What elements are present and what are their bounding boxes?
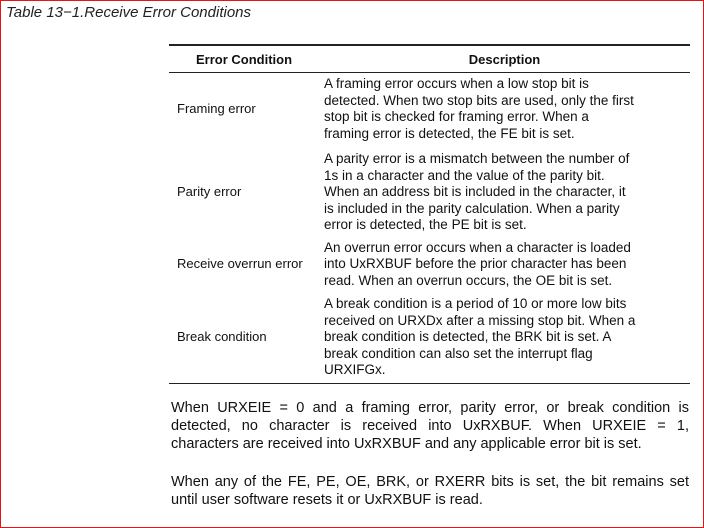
table-bottom-rule [169,383,690,384]
header-error-condition: Error Condition [195,51,293,67]
description-line: A parity error is a mismatch between the number of [324,151,630,166]
condition-cell: Break condition [177,329,267,344]
description-line: URXIFGx. [324,362,386,377]
condition-cell: Parity error [177,184,242,199]
condition-cell: Framing error [177,100,256,116]
description-line: A framing error occurs when a low stop bit is [324,76,589,91]
description-line: received on URXDx after a missing stop bit. When a [324,312,636,328]
description-line: framing error is detected, the FE bit is set. [324,125,575,141]
description-line: A break condition is a period of 10 or more low bits [324,296,627,311]
paragraph-line: When URXEIE = 0 and a framing error, parity error, or break condition is [171,400,689,416]
description-cell [323,151,690,234]
table-row [169,234,690,290]
description-line: break condition is detected, the BRK bit is set. A [324,329,612,344]
description-line: into UxRXBUF before the prior character has been [324,256,627,271]
paragraph-line: detected, no character is received into UxRXBUF. When URXEIE = 1, [171,418,689,434]
table-header-row [169,46,690,73]
header-description: Description [468,51,541,67]
description-line: stop bit is checked for framing error. When a [324,109,589,124]
table-row [169,73,690,142]
description-line: 1s in a character and the value of the parity bit. [324,167,605,183]
paragraph-line: characters are received into UxRXBUF and any applicable error bit is set. [171,436,642,452]
description-cell [323,76,690,142]
receive-error-table [169,44,690,384]
paragraph-line: until user software resets it or UxRXBUF is read. [171,492,483,508]
table-row [169,289,690,382]
paragraph-line: When any of the FE, PE, OE, BRK, or RXERR bits is set, the bit remains set [171,474,689,490]
description-line: is included in the parity calculation. When a parity [324,200,620,216]
description-line: read. When an overrun occurs, the OE bit is set. [324,272,613,288]
description-line: detected. When two stop bits are used, only the first [324,92,634,108]
table-caption: Table 13−1.Receive Error Conditions [6,4,252,21]
description-line: error is detected, the PE bit is set. [324,217,527,232]
description-cell [323,296,690,379]
condition-cell: Receive overrun error [177,256,303,271]
description-line: An overrun error occurs when a character is loaded [324,239,631,255]
description-line: When an address bit is included in the character, it [324,184,626,199]
description-line: break condition can also set the interrupt flag [324,345,593,361]
paragraph-urxeie [171,399,689,453]
description-cell [323,240,690,290]
paragraph-error-bits [171,473,689,509]
table-row [169,142,690,234]
